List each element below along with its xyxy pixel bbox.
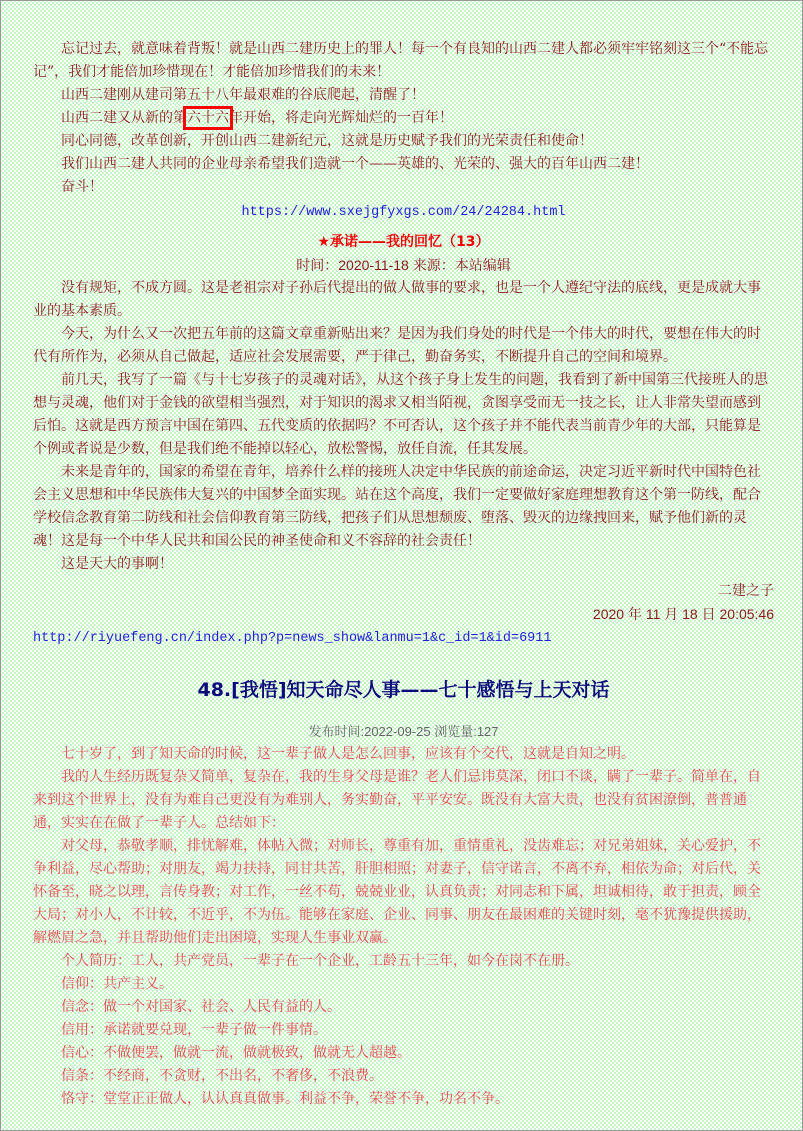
paragraph: 奋斗！ bbox=[61, 179, 103, 195]
highlight-box: 六十六 bbox=[187, 110, 229, 126]
paragraph: 前几天，我写了一篇《与十七岁孩子的灵魂对话》，从这个孩子身上发生的问题，我看到了新中国第三代接班人的思想与灵魂，他们对于金钱的欲望相当强烈，对于知识的渴求又相当陌视，贪图享受而无一技之长，让人非常失望而感到后怕。这就是西方预言中国在第四、五代变质的依据吗？不可否认，这个孩子并不能代表当前青少年的大部，只能算是个例或者说是少数，但是我们绝不能掉以轻心，放松警惕，放任自流，任其发展。 bbox=[33, 372, 768, 457]
text: 山西二建又从新的第 bbox=[61, 110, 187, 126]
article-title: ★承诺——我的回忆（13） bbox=[317, 234, 490, 250]
section-3 bbox=[33, 720, 774, 1111]
paragraph: 山西二建刚从建司第五十八年最艰难的谷底爬起，清醒了！ bbox=[61, 87, 425, 103]
paragraph: 今天，为什么又一次把五年前的这篇文章重新贴出来？是因为我们身处的时代是一个伟大的时代，要想在伟大的时代有所作为，必须从自己做起，适应社会发展需要，严于律己，勤奋务实，不断提升自己的空间和境界。 bbox=[33, 326, 761, 365]
paragraph: 恪守：堂堂正正做人，认认真真做事。利益不争，荣誉不争，功名不争。 bbox=[61, 1091, 509, 1107]
paragraph: 个人简历：工人，共产党员，一辈子在一个企业，工龄五十三年，如今在岗不在册。 bbox=[61, 953, 579, 969]
paragraph: 信仰：共产主义。 bbox=[61, 976, 173, 992]
section-2 bbox=[33, 231, 774, 650]
text: 年开始，将走向光辉灿烂的一百年！ bbox=[229, 110, 453, 126]
source-link[interactable]: https://www.sxejgfyxgs.com/24/24284.html bbox=[241, 205, 566, 220]
author: 二建之子 bbox=[718, 583, 774, 599]
paragraph-highlighted bbox=[33, 107, 774, 130]
datetime: 2020 年 11 月 18 日 20:05:46 bbox=[592, 606, 774, 622]
paragraph: 七十岁了，到了知天命的时候，这一辈子做人是怎么回事，应该有个交代，这就是自知之明。 bbox=[61, 746, 635, 762]
paragraph: 信条：不经商，不贪财，不出名，不奢侈，不浪费。 bbox=[61, 1068, 383, 1084]
paragraph: 信用：承诺就要兑现，一辈子做一件事情。 bbox=[61, 1022, 327, 1038]
paragraph: 我的人生经历既复杂又简单，复杂在，我的生身父母是谁？老人们忌讳莫深，闭口不谈，瞒了一辈子。简单在，自来到这个世界上，没有为难自己更没有为难别人，务实勤奋，平平安安。既没有大富大贵，也没有贫困潦倒，普普通通，实实在在做了一辈子人。总结如下： bbox=[33, 769, 761, 831]
paragraph: 我们山西二建人共同的企业母亲希望我们造就一个——英雄的、光荣的、强大的百年山西二建！ bbox=[61, 156, 649, 172]
paragraph: 同心同德，改革创新，开创山西二建新纪元，这就是历史赋予我们的光荣责任和使命！ bbox=[61, 133, 593, 149]
source-link[interactable]: http://riyuefeng.cn/index.php?p=news_show&lanmu=1&c_id=1&id=6911 bbox=[33, 631, 552, 646]
article-meta: 发布时间:2022-09-25 浏览量:127 bbox=[308, 724, 499, 739]
article-title: 48.[我悟]知天命尽人事——七十感悟与上天对话 bbox=[197, 679, 610, 701]
paragraph: 这是天大的事啊！ bbox=[61, 556, 173, 572]
paragraph: 对父母，恭敬孝顺，排忧解难，体帖入微；对师长，尊重有加，重情重礼，没齿难忘；对兄弟姐妹，关心爱护，不争利益，尽心帮助；对朋友，竭力扶持，同甘共苦，肝胆相照；对妻子，信守诺言，不离不弃，相依为命；对后代，关怀备至，晓之以理，言传身教；对工作，一丝不苟，兢兢业业，认真负责；对同志和下属，坦诚相待，敢于担责，顾全大局；对小人，不计较，不近乎，不为伍。能够在家庭、企业、同事、朋友在最困难的关键时刻，毫不犹豫提供援助，解燃眉之急，并且帮助他们走出困境，实现人生事业双赢。 bbox=[33, 838, 761, 946]
paragraph: 信念：做一个对国家、社会、人民有益的人。 bbox=[61, 999, 341, 1015]
paragraph: 未来是青年的，国家的希望在青年，培养什么样的接班人决定中华民族的前途命运，决定习近平新时代中国特色社会主义思想和中华民族伟大复兴的中国梦全面实现。站在这个高度，我们一定要做好家庭理想教育这个第一防线，配合学校信念教育第二防线和社会信仰教育第三防线，把孩子们从思想颓废、堕落、毁灭的边缘拽回来，赋予他们新的灵魂！这是每一个中华人民共和国公民的神圣使命和义不容辞的社会责任！ bbox=[33, 464, 761, 549]
paragraph: 信心：不做便罢，做就一流，做就极致，做就无人超越。 bbox=[61, 1045, 411, 1061]
section-1 bbox=[33, 38, 774, 224]
paragraph: 忘记过去，就意味着背叛！就是山西二建历史上的罪人！每一个有良知的山西二建人都必须牢牢铭刻这三个“不能忘记”，我们才能倍加珍惜现在！才能倍加珍惜我们的未来！ bbox=[33, 41, 769, 80]
article-meta: 时间：2020-11-18 来源：本站编辑 bbox=[296, 257, 511, 273]
paragraph: 没有规矩，不成方圆。这是老祖宗对子孙后代提出的做人做事的要求，也是一个人遵纪守法的底线，更是成就大事业的基本素质。 bbox=[33, 280, 761, 319]
